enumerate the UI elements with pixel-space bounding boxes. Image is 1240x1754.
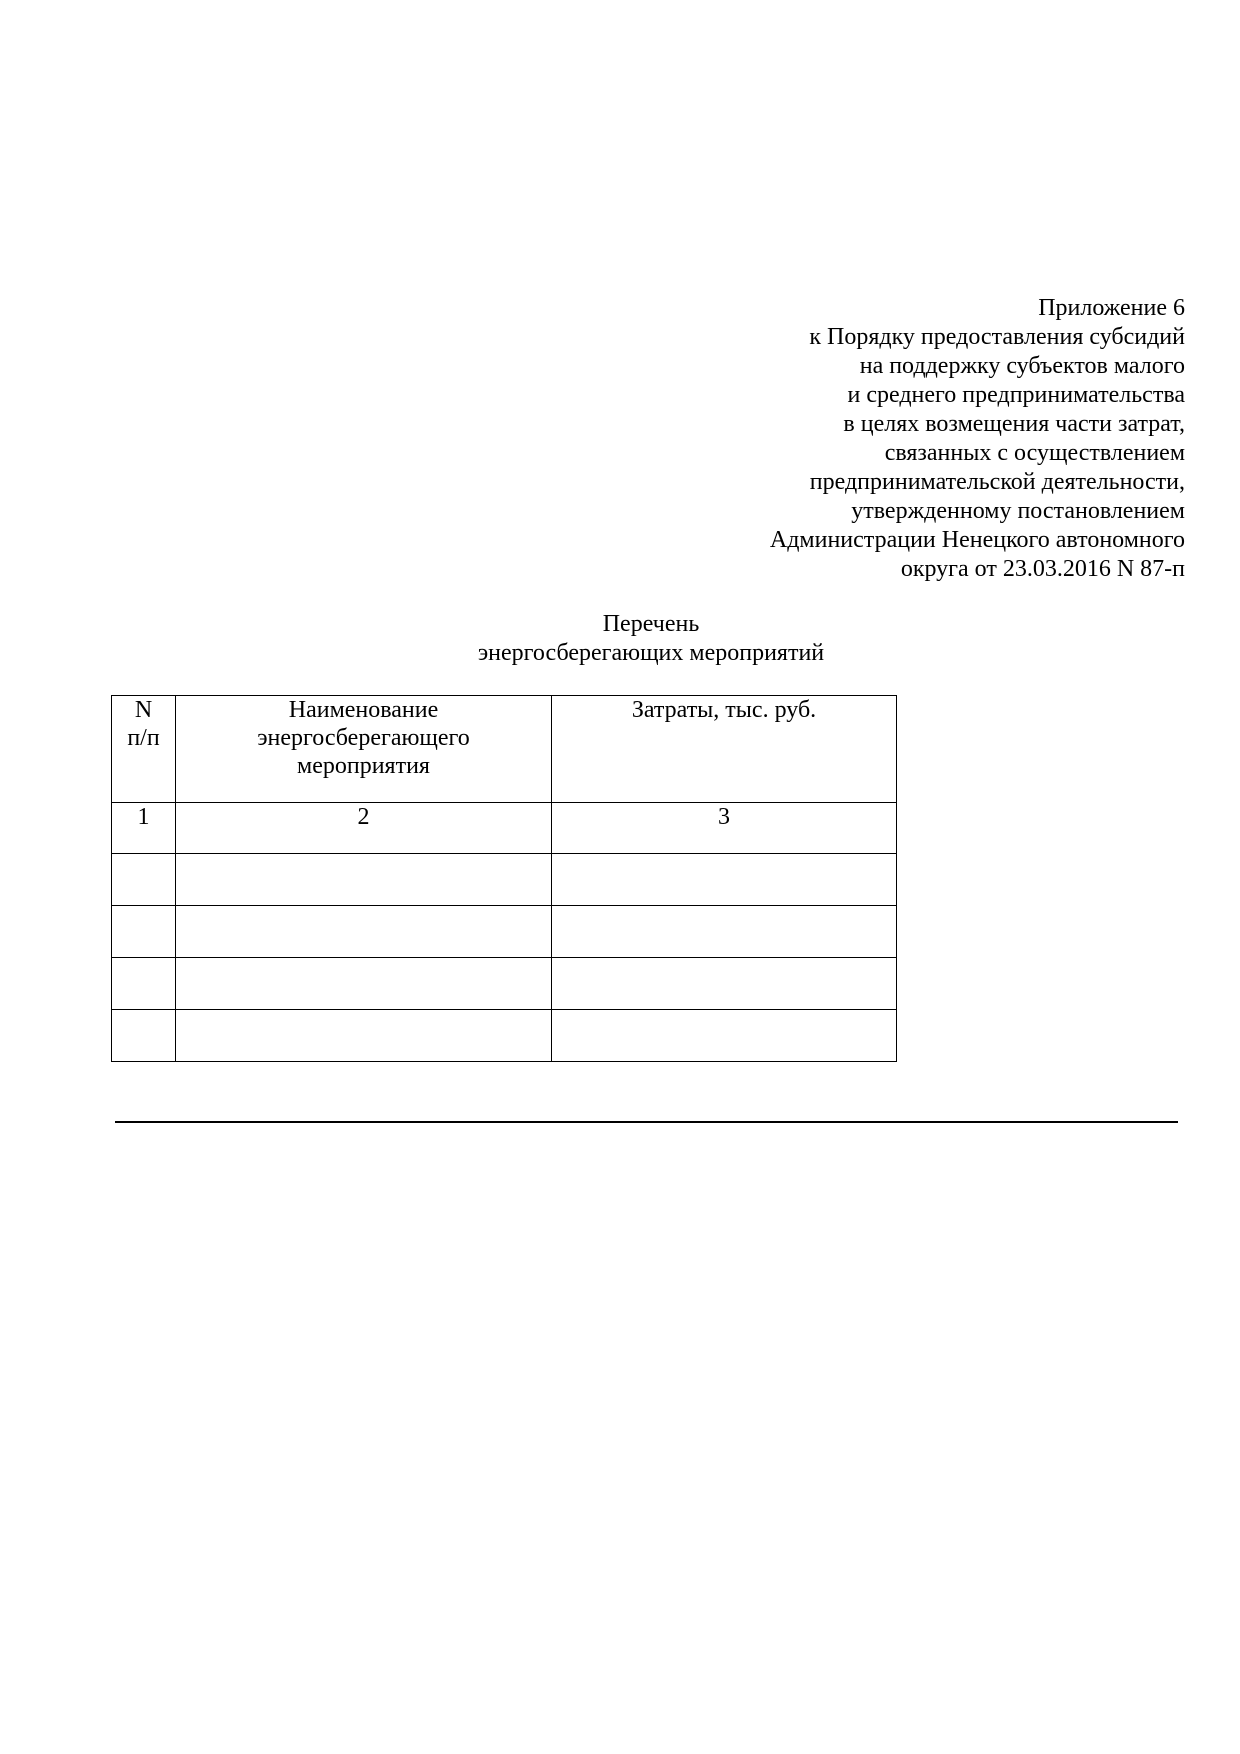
column-numbers-row bbox=[112, 803, 897, 854]
table-cell bbox=[176, 958, 552, 1010]
events-table bbox=[111, 695, 897, 1062]
appendix-line: связанных с осуществлением bbox=[884, 440, 1185, 466]
table-row bbox=[112, 1010, 897, 1062]
table-row bbox=[112, 854, 897, 906]
header-costs bbox=[552, 696, 897, 803]
appendix-line: утвержденному постановлением bbox=[851, 498, 1185, 524]
document-title bbox=[0, 610, 1240, 668]
title-line-2: энергосберегающих мероприятий bbox=[477, 640, 825, 666]
table-row bbox=[112, 958, 897, 1010]
appendix-line: в целях возмещения части затрат, bbox=[843, 411, 1185, 437]
appendix-line: Приложение 6 bbox=[1038, 295, 1185, 321]
header-number bbox=[112, 696, 176, 803]
header-name bbox=[176, 696, 552, 803]
table-cell bbox=[552, 958, 897, 1010]
table-cell bbox=[176, 1010, 552, 1062]
table-cell bbox=[552, 854, 897, 906]
header-name-line-1: Наименование bbox=[288, 697, 439, 723]
table-cell bbox=[112, 958, 176, 1010]
table-header-row bbox=[112, 696, 897, 803]
table-cell bbox=[176, 906, 552, 958]
title-line-1: Перечень bbox=[602, 611, 700, 637]
table-cell bbox=[112, 854, 176, 906]
table-cell bbox=[552, 1010, 897, 1062]
appendix-line: и среднего предпринимательства bbox=[847, 382, 1185, 408]
column-number: 1 bbox=[112, 803, 176, 854]
appendix-line: предпринимательской деятельности, bbox=[809, 469, 1185, 495]
appendix-line: на поддержку субъектов малого bbox=[859, 353, 1185, 379]
appendix-line: Администрации Ненецкого автономного bbox=[769, 527, 1185, 553]
appendix-line: к Порядку предоставления субсидий bbox=[809, 324, 1185, 350]
appendix-note bbox=[485, 294, 1185, 584]
column-number: 3 bbox=[552, 803, 897, 854]
table-cell bbox=[176, 854, 552, 906]
table-cell bbox=[112, 906, 176, 958]
divider-line bbox=[115, 1121, 1178, 1123]
appendix-line: округа от 23.03.2016 N 87-п bbox=[900, 556, 1185, 582]
header-name-line-2: энергосберегающего bbox=[257, 725, 470, 751]
header-name-line-3: мероприятия bbox=[297, 753, 430, 779]
table-cell bbox=[112, 1010, 176, 1062]
header-costs-label: Затраты, тыс. руб. bbox=[631, 697, 817, 723]
table-cell bbox=[552, 906, 897, 958]
header-number-line-1: N bbox=[134, 697, 153, 723]
header-number-line-2: п/п bbox=[127, 725, 160, 751]
column-number: 2 bbox=[176, 803, 552, 854]
table-row bbox=[112, 906, 897, 958]
